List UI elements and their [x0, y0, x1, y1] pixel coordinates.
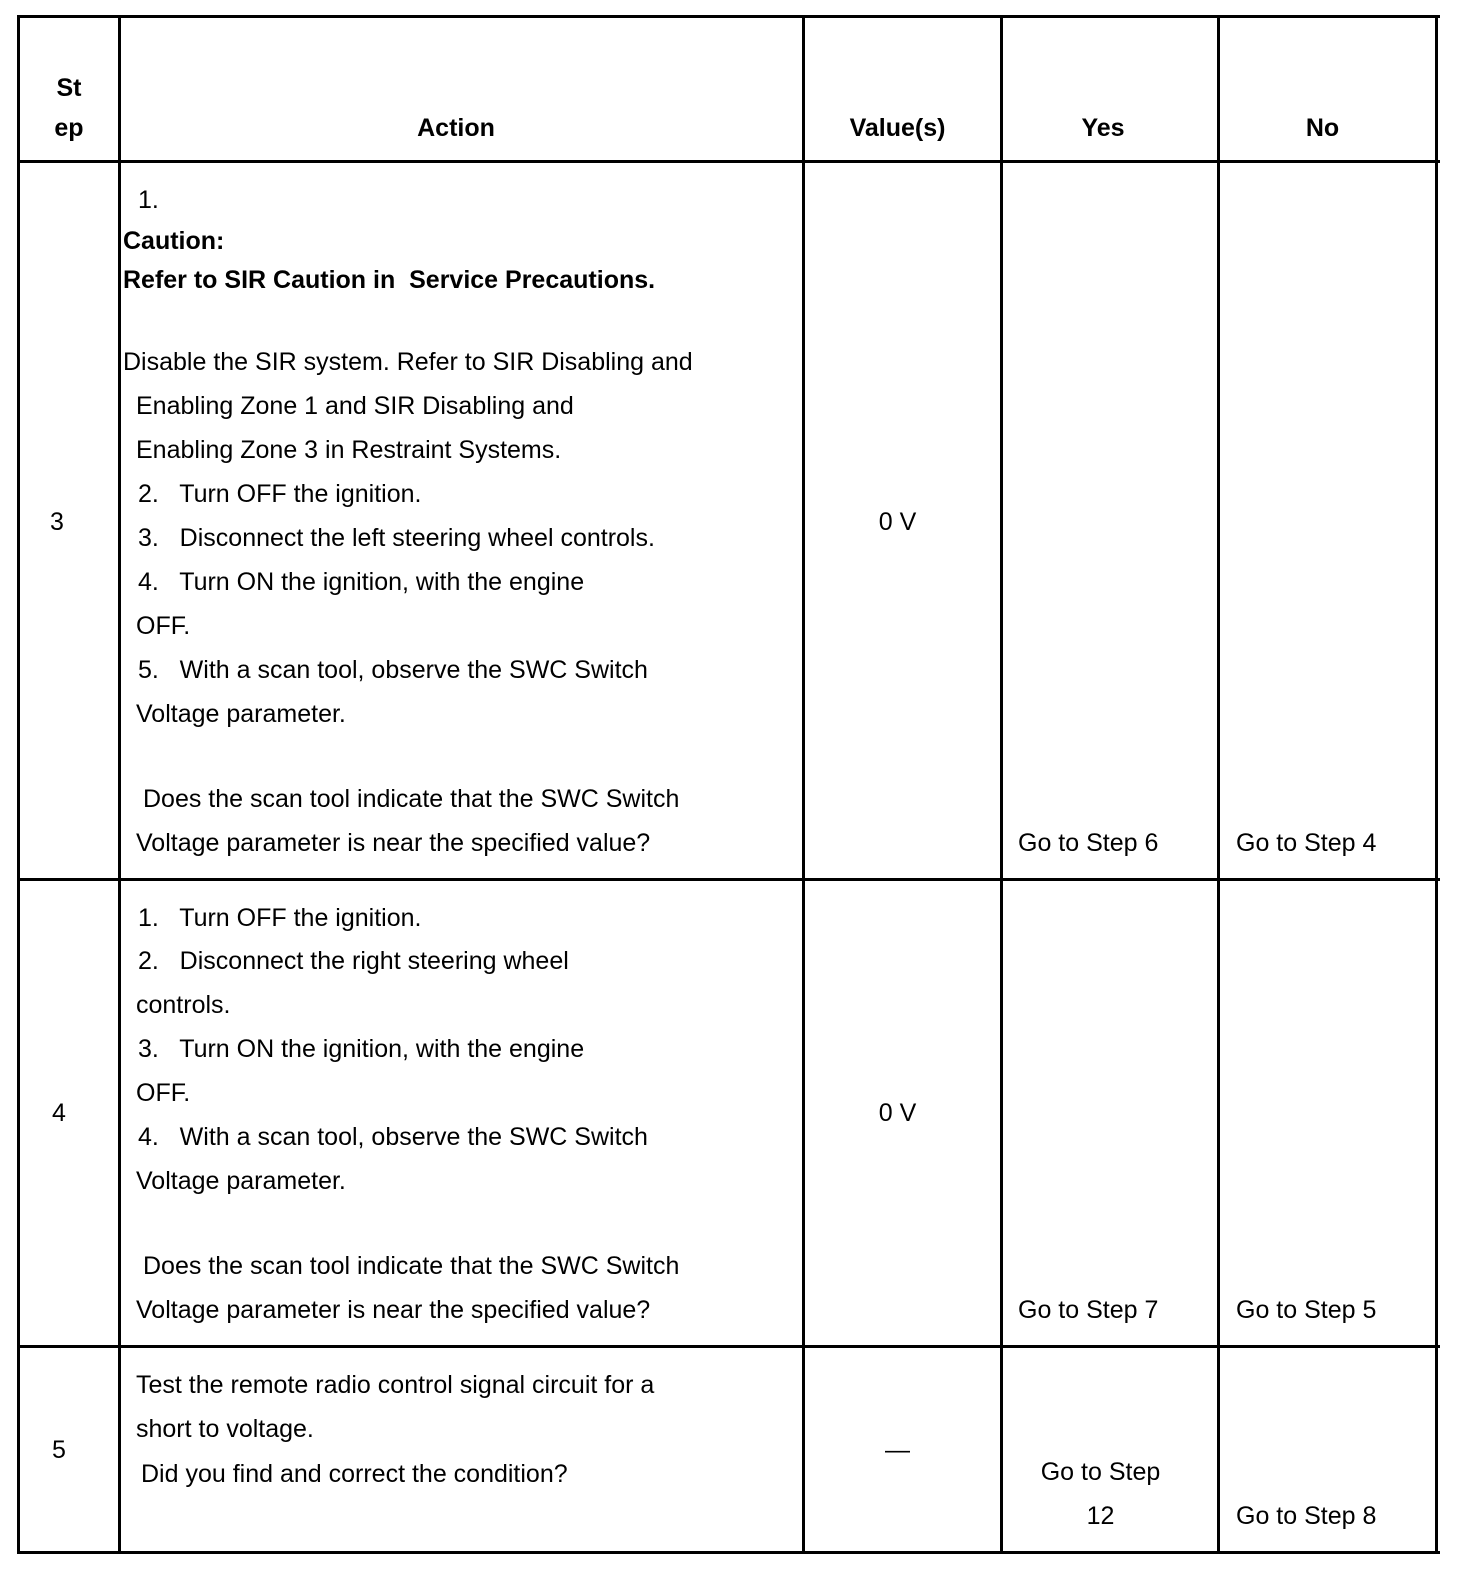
row3-action-num1: 1.	[138, 186, 159, 214]
row3-item5-line1: 5. With a scan tool, observe the SWC Switch	[138, 656, 648, 684]
row3-no: Go to Step 4	[1236, 829, 1377, 857]
header-action: Action	[417, 114, 495, 142]
row4-question-line2: Voltage parameter is near the specified value?	[136, 1296, 651, 1324]
row3-item5-line2: Voltage parameter.	[136, 700, 346, 728]
row4-item4-line2: Voltage parameter.	[136, 1167, 346, 1195]
table-border-bottom	[18, 1551, 1440, 1554]
col-divider-step-action	[118, 15, 121, 1554]
table-border-left	[17, 15, 20, 1554]
row3-item3: 3. Disconnect the left steering wheel controls.	[138, 524, 655, 552]
row4-item1: 1. Turn OFF the ignition.	[138, 904, 422, 932]
row4-no: Go to Step 5	[1236, 1296, 1377, 1324]
header-step-line2: ep	[54, 114, 84, 142]
col-divider-yes-no	[1217, 15, 1220, 1554]
row4-item3-line2: OFF.	[136, 1079, 191, 1107]
row4-yes: Go to Step 7	[1018, 1296, 1159, 1324]
row3-disable-line3: Enabling Zone 3 in Restraint Systems.	[136, 436, 562, 464]
header-step-line1: St	[56, 74, 82, 102]
row3-item4-line2: OFF.	[136, 612, 191, 640]
row5-question: Did you find and correct the condition?	[141, 1460, 568, 1488]
table-border-right	[1435, 15, 1438, 1554]
row-divider-4-5	[18, 1345, 1440, 1348]
col-divider-action-value	[802, 15, 805, 1554]
row3-step: 3	[50, 508, 64, 536]
row5-value: —	[885, 1436, 910, 1464]
row5-step: 5	[52, 1436, 66, 1464]
row4-question-line1: Does the scan tool indicate that the SWC Switch	[143, 1252, 680, 1280]
row5-action-line1: Test the remote radio control signal circuit for a	[136, 1371, 655, 1399]
row3-item2: 2. Turn OFF the ignition.	[138, 480, 422, 508]
row3-yes: Go to Step 6	[1018, 829, 1159, 857]
row4-item4-line1: 4. With a scan tool, observe the SWC Switch	[138, 1123, 648, 1151]
row4-step: 4	[52, 1099, 66, 1127]
header-divider	[18, 160, 1440, 163]
header-no: No	[1305, 114, 1340, 142]
table-border-top	[18, 15, 1440, 18]
row3-disable-line2: Enabling Zone 1 and SIR Disabling and	[136, 392, 574, 420]
row4-item3-line1: 3. Turn ON the ignition, with the engine	[138, 1035, 585, 1063]
row4-item2-line2: controls.	[136, 991, 231, 1019]
row4-value: 0 V	[878, 1099, 917, 1127]
col-divider-value-yes	[1000, 15, 1003, 1554]
row3-item4-line1: 4. Turn ON the ignition, with the engine	[138, 568, 585, 596]
row3-question-line2: Voltage parameter is near the specified value?	[136, 829, 651, 857]
row5-yes-line1: Go to Step	[1040, 1458, 1161, 1486]
row3-value: 0 V	[878, 508, 917, 536]
row4-item2-line1: 2. Disconnect the right steering wheel	[138, 947, 569, 975]
header-values: Value(s)	[849, 114, 946, 142]
row3-caution-title: Caution:	[123, 227, 225, 255]
header-yes: Yes	[1081, 114, 1125, 142]
row5-action-line2: short to voltage.	[136, 1415, 314, 1443]
row5-yes-line2: 12	[1086, 1502, 1115, 1530]
row5-no: Go to Step 8	[1236, 1502, 1377, 1530]
row3-caution-text: Refer to SIR Caution in Service Precautions.	[123, 266, 656, 294]
row3-disable-line1: Disable the SIR system. Refer to SIR Disabling and	[123, 348, 693, 376]
row3-question-line1: Does the scan tool indicate that the SWC Switch	[143, 785, 680, 813]
row-divider-3-4	[18, 878, 1440, 881]
